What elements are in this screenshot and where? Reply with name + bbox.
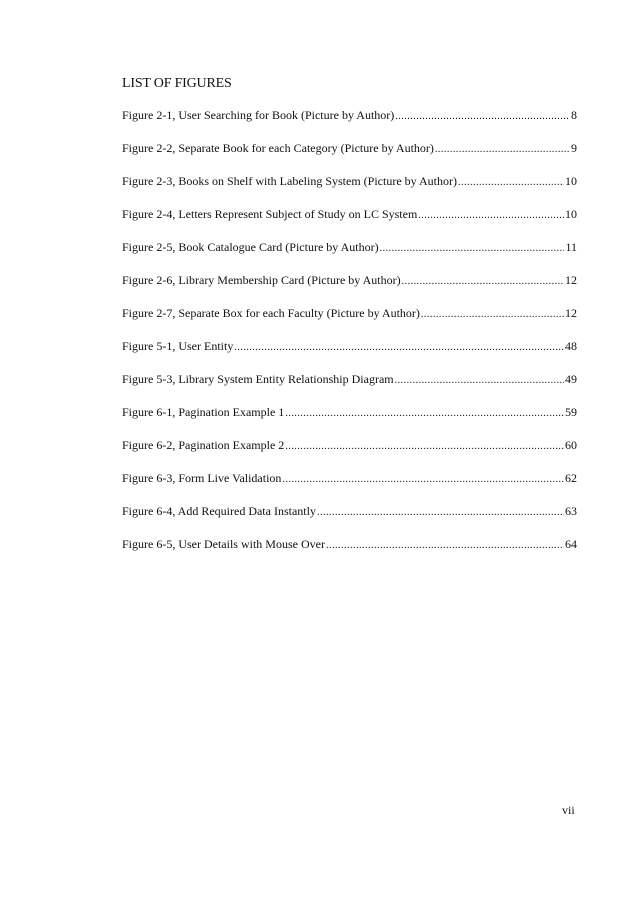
dot-leader xyxy=(402,276,564,287)
figure-title: Figure 2-6, Library Membership Card (Picture by Author) xyxy=(122,273,401,287)
dot-leader xyxy=(395,111,570,122)
figure-entry[interactable] xyxy=(122,207,577,240)
figure-page-number: 49 xyxy=(565,372,577,386)
figure-page-number: 48 xyxy=(565,339,577,353)
figure-title: Figure 5-1, User Entity xyxy=(122,339,234,353)
figure-entry[interactable] xyxy=(122,306,577,339)
figure-entry[interactable] xyxy=(122,273,577,306)
figure-page-number: 10 xyxy=(565,174,577,188)
figure-title: Figure 2-4, Letters Represent Subject of Study on LC System xyxy=(122,207,418,221)
dot-leader xyxy=(435,144,570,155)
dot-leader xyxy=(421,309,564,320)
dot-leader xyxy=(458,177,564,188)
figure-title: Figure 6-2, Pagination Example 2 xyxy=(122,438,285,452)
figure-title: Figure 2-7, Separate Box for each Faculty (Picture by Author) xyxy=(122,306,420,320)
figure-entry[interactable] xyxy=(122,438,577,471)
dot-leader xyxy=(317,507,564,518)
figure-title: Figure 6-1, Pagination Example 1 xyxy=(122,405,285,419)
figure-title: Figure 2-3, Books on Shelf with Labeling System (Picture by Author) xyxy=(122,174,457,188)
dot-leader xyxy=(418,210,564,221)
figure-entry[interactable] xyxy=(122,405,577,438)
figure-page-number: 9 xyxy=(571,141,577,155)
figure-entry[interactable] xyxy=(122,537,577,570)
figure-list xyxy=(122,108,577,570)
dot-leader xyxy=(395,375,564,386)
figure-title: Figure 5-3, Library System Entity Relationship Diagram xyxy=(122,372,394,386)
figure-page-number: 62 xyxy=(565,471,577,485)
figure-entry[interactable] xyxy=(122,471,577,504)
figure-title: Figure 6-4, Add Required Data Instantly xyxy=(122,504,316,518)
figure-page-number: 10 xyxy=(565,207,577,221)
dot-leader xyxy=(285,408,564,419)
figure-page-number: 12 xyxy=(565,306,577,320)
figure-entry[interactable] xyxy=(122,240,577,273)
dot-leader xyxy=(285,441,564,452)
dot-leader xyxy=(380,243,565,254)
figure-page-number: 60 xyxy=(565,438,577,452)
figure-page-number: 64 xyxy=(565,537,577,551)
figure-title: Figure 2-5, Book Catalogue Card (Picture by Author) xyxy=(122,240,379,254)
page-title: LIST OF FIGURES xyxy=(122,76,232,91)
figure-title: Figure 6-3, Form Live Validation xyxy=(122,471,282,485)
figure-title: Figure 2-1, User Searching for Book (Picture by Author) xyxy=(122,108,395,122)
figure-entry[interactable] xyxy=(122,372,577,405)
figure-entry[interactable] xyxy=(122,174,577,207)
figure-title: Figure 2-2, Separate Book for each Category (Picture by Author) xyxy=(122,141,434,155)
dot-leader xyxy=(234,342,564,353)
figure-page-number: 63 xyxy=(565,504,577,518)
figure-page-number: 59 xyxy=(565,405,577,419)
figure-page-number: 12 xyxy=(565,273,577,287)
figure-page-number: 11 xyxy=(565,240,577,254)
figure-entry[interactable] xyxy=(122,141,577,174)
page-number: vii xyxy=(562,803,575,817)
figure-entry[interactable] xyxy=(122,108,577,141)
dot-leader xyxy=(282,474,564,485)
figure-entry[interactable] xyxy=(122,339,577,372)
dot-leader xyxy=(326,540,564,551)
figure-page-number: 8 xyxy=(571,108,577,122)
figure-entry[interactable] xyxy=(122,504,577,537)
figure-title: Figure 6-5, User Details with Mouse Over xyxy=(122,537,325,551)
